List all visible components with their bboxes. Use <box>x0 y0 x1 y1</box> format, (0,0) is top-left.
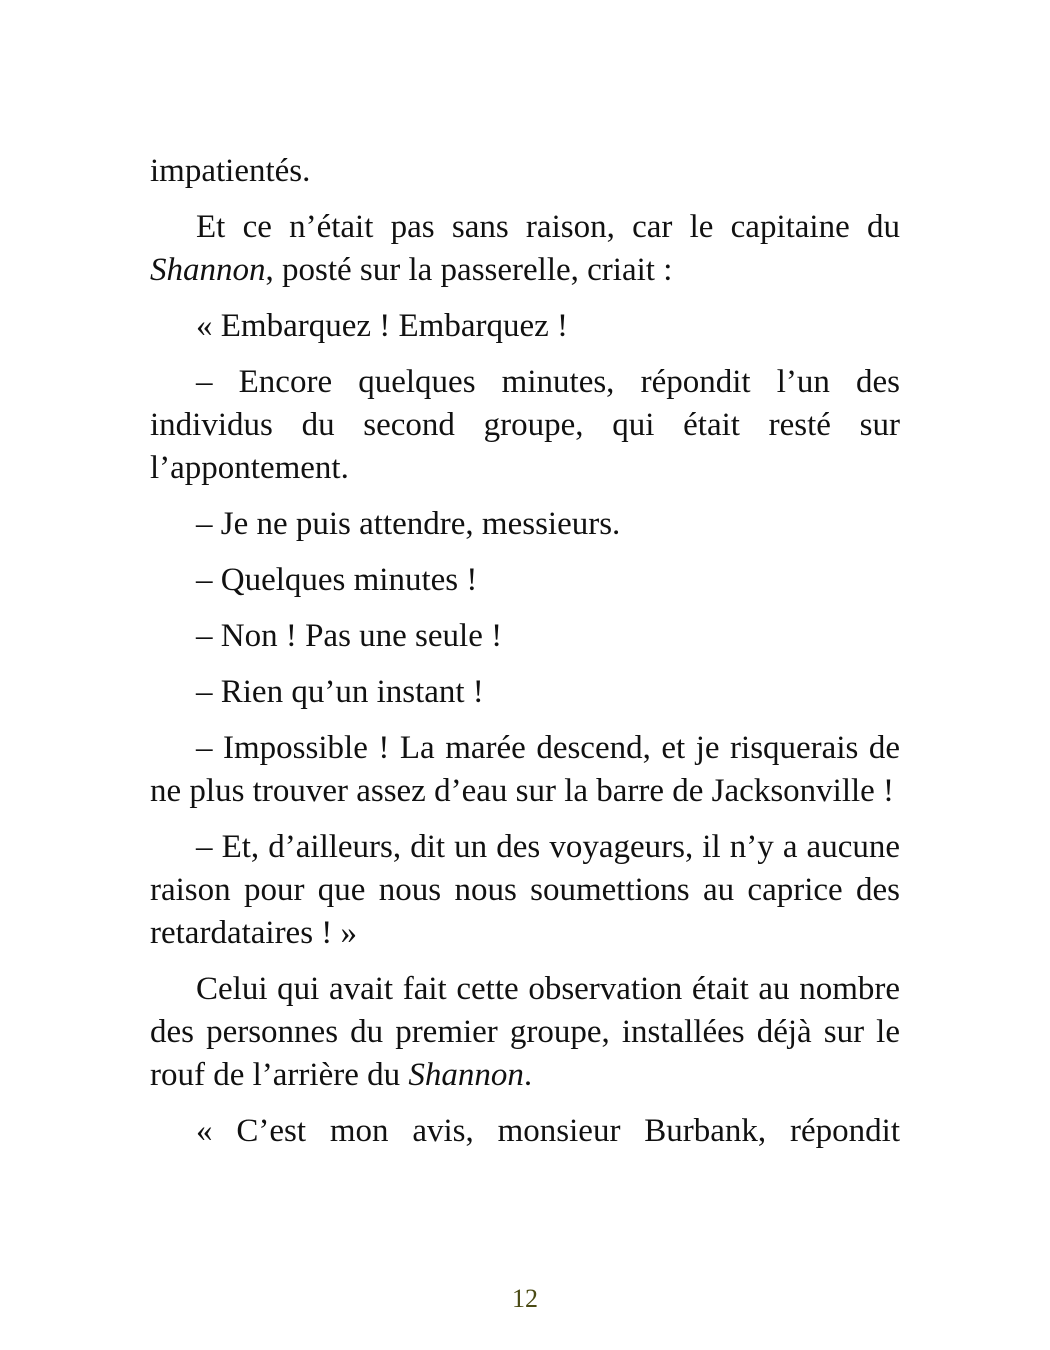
paragraph-1: impatientés. <box>150 153 311 189</box>
paragraph-8: – Rien qu’un instant ! <box>196 674 484 710</box>
page-number: 12 <box>512 1284 538 1313</box>
paragraph-10: – Et, d’ailleurs, dit un des voyageurs, il n’y a aucune raison pour que nous nous soumettions au caprice des retardataires ! » <box>150 829 900 951</box>
paragraph-11 <box>150 968 900 1097</box>
paragraph-4: – Encore quelques minutes, répondit l’un des individus du second groupe, qui était resté sur l’appontement. <box>150 364 900 486</box>
page-text-body <box>150 150 900 1166</box>
paragraph-5: – Je ne puis attendre, messieurs. <box>196 506 621 542</box>
paragraph-2 <box>150 206 900 292</box>
paragraph-9: – Impossible ! La marée descend, et je risquerais de ne plus trouver assez d’eau sur la barre de Jacksonville ! <box>150 730 900 809</box>
paragraph-2-start: Et ce n’était pas sans raison, car le capitaine du <box>196 209 900 245</box>
paragraph-6: – Quelques minutes ! <box>196 562 478 598</box>
paragraph-11-start: Celui qui avait fait cette observation était au nombre des personnes du premier groupe, installées déjà sur le rouf de l’arrière du <box>150 971 900 1093</box>
paragraph-7: – Non ! Pas une seule ! <box>196 618 503 654</box>
paragraph-2-end: , posté sur la passerelle, criait : <box>265 252 673 288</box>
ship-name-italic-2: Shannon <box>408 1057 524 1093</box>
paragraph-11-end: . <box>523 1057 533 1093</box>
ship-name-italic: Shannon <box>150 252 266 288</box>
paragraph-3: « Embarquez ! Embarquez ! <box>196 308 568 344</box>
paragraph-12: « C’est mon avis, monsieur Burbank, répondit <box>196 1113 900 1149</box>
